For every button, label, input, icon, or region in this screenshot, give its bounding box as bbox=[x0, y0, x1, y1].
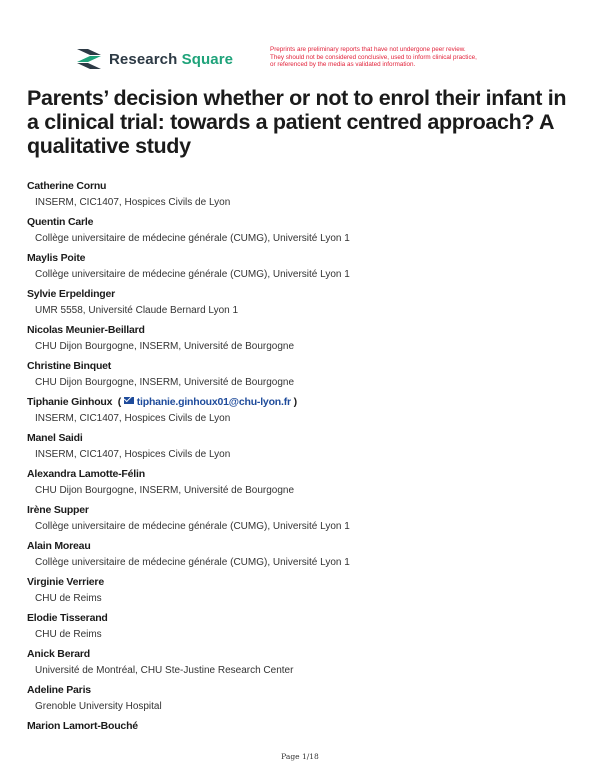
email-paren-close: ) bbox=[290, 396, 297, 408]
author-entry bbox=[27, 575, 582, 611]
envelope-icon bbox=[124, 397, 134, 404]
author-affiliation: Collège universitaire de médecine générale (CUMG), Université Lyon 1 bbox=[35, 269, 350, 280]
author-entry bbox=[27, 539, 582, 575]
logo-word-square: Square bbox=[181, 50, 234, 68]
author-affiliation: CHU de Reims bbox=[35, 629, 102, 640]
author-entry-corresponding bbox=[27, 395, 582, 431]
author-affiliation: Collège universitaire de médecine générale (CUMG), Université Lyon 1 bbox=[35, 233, 350, 244]
author-affiliation: INSERM, CIC1407, Hospices Civils de Lyon bbox=[35, 449, 231, 460]
logo-text bbox=[109, 51, 233, 68]
author-entry bbox=[27, 287, 582, 323]
logo-word-research: Research bbox=[109, 50, 178, 68]
research-square-logo-icon bbox=[77, 49, 101, 69]
research-square-logo[interactable] bbox=[77, 49, 233, 69]
author-affiliation: Grenoble University Hospital bbox=[35, 701, 162, 712]
paper-title: Parents’ decision whether or not to enrol their infant in a clinical trial: towards a patient centred approach? A qualitative study bbox=[27, 86, 567, 158]
author-name: Catherine Cornu bbox=[27, 180, 107, 192]
author-affiliation: Université de Montréal, CHU Ste-Justine Research Center bbox=[35, 665, 294, 676]
author-entry bbox=[27, 215, 582, 251]
author-name: Alain Moreau bbox=[27, 540, 91, 552]
preprint-notice bbox=[270, 46, 555, 69]
notice-line: or referenced by the media as validated information. bbox=[270, 61, 416, 68]
header bbox=[0, 0, 600, 80]
author-name: Nicolas Meunier-Beillard bbox=[27, 324, 145, 336]
author-entry bbox=[27, 611, 582, 647]
author-name: Marion Lamort-Bouché bbox=[27, 720, 138, 732]
author-affiliation: Collège universitaire de médecine générale (CUMG), Université Lyon 1 bbox=[35, 521, 350, 532]
author-name: Irène Supper bbox=[27, 504, 89, 516]
author-entry bbox=[27, 323, 582, 359]
author-name: Anick Berard bbox=[27, 648, 90, 660]
author-name: Sylvie Erpeldinger bbox=[27, 288, 116, 300]
author-entry bbox=[27, 683, 582, 719]
author-entry bbox=[27, 179, 582, 215]
author-entry bbox=[27, 431, 582, 467]
author-name: Tiphanie Ginhoux bbox=[27, 396, 113, 408]
author-name: Virginie Verriere bbox=[27, 576, 104, 588]
author-entry bbox=[27, 359, 582, 395]
author-affiliation: CHU Dijon Bourgogne, INSERM, Université de Bourgogne bbox=[35, 485, 295, 496]
author-entry bbox=[27, 503, 582, 539]
author-entry bbox=[27, 467, 582, 503]
author-name: Quentin Carle bbox=[27, 216, 94, 228]
author-affiliation: CHU Dijon Bourgogne, INSERM, Université de Bourgogne bbox=[35, 341, 295, 352]
author-email: tiphanie.ginhoux01@chu-lyon.fr bbox=[136, 396, 291, 408]
author-affiliation: INSERM, CIC1407, Hospices Civils de Lyon bbox=[35, 413, 231, 424]
author-list bbox=[27, 179, 582, 755]
author-entry bbox=[27, 251, 582, 287]
author-affiliation: CHU de Reims bbox=[35, 593, 102, 604]
author-affiliation: UMR 5558, Université Claude Bernard Lyon 1 bbox=[35, 305, 239, 316]
author-affiliation: CHU Dijon Bourgogne, INSERM, Université de Bourgogne bbox=[35, 377, 295, 388]
notice-line: They should not be considered conclusive, used to inform clinical practice, bbox=[270, 53, 477, 61]
author-affiliation: Collège universitaire de médecine générale (CUMG), Université Lyon 1 bbox=[35, 557, 350, 568]
email-paren-open: ( bbox=[115, 396, 124, 408]
author-name: Elodie Tisserand bbox=[27, 612, 108, 624]
notice-line: Preprints are preliminary reports that have not undergone peer review. bbox=[270, 46, 466, 53]
author-name: Alexandra Lamotte-Félin bbox=[27, 468, 145, 480]
author-name: Adeline Paris bbox=[27, 684, 91, 696]
author-name: Christine Binquet bbox=[27, 360, 112, 372]
author-entry bbox=[27, 719, 582, 755]
author-name: Maylis Poite bbox=[27, 252, 86, 264]
author-name: Manel Saidi bbox=[27, 432, 83, 444]
page-number: Page 1/18 bbox=[281, 752, 319, 761]
author-affiliation: INSERM, CIC1407, Hospices Civils de Lyon bbox=[35, 197, 231, 208]
author-email-link[interactable] bbox=[124, 396, 291, 408]
author-entry bbox=[27, 647, 582, 683]
author-name-line bbox=[27, 395, 582, 409]
